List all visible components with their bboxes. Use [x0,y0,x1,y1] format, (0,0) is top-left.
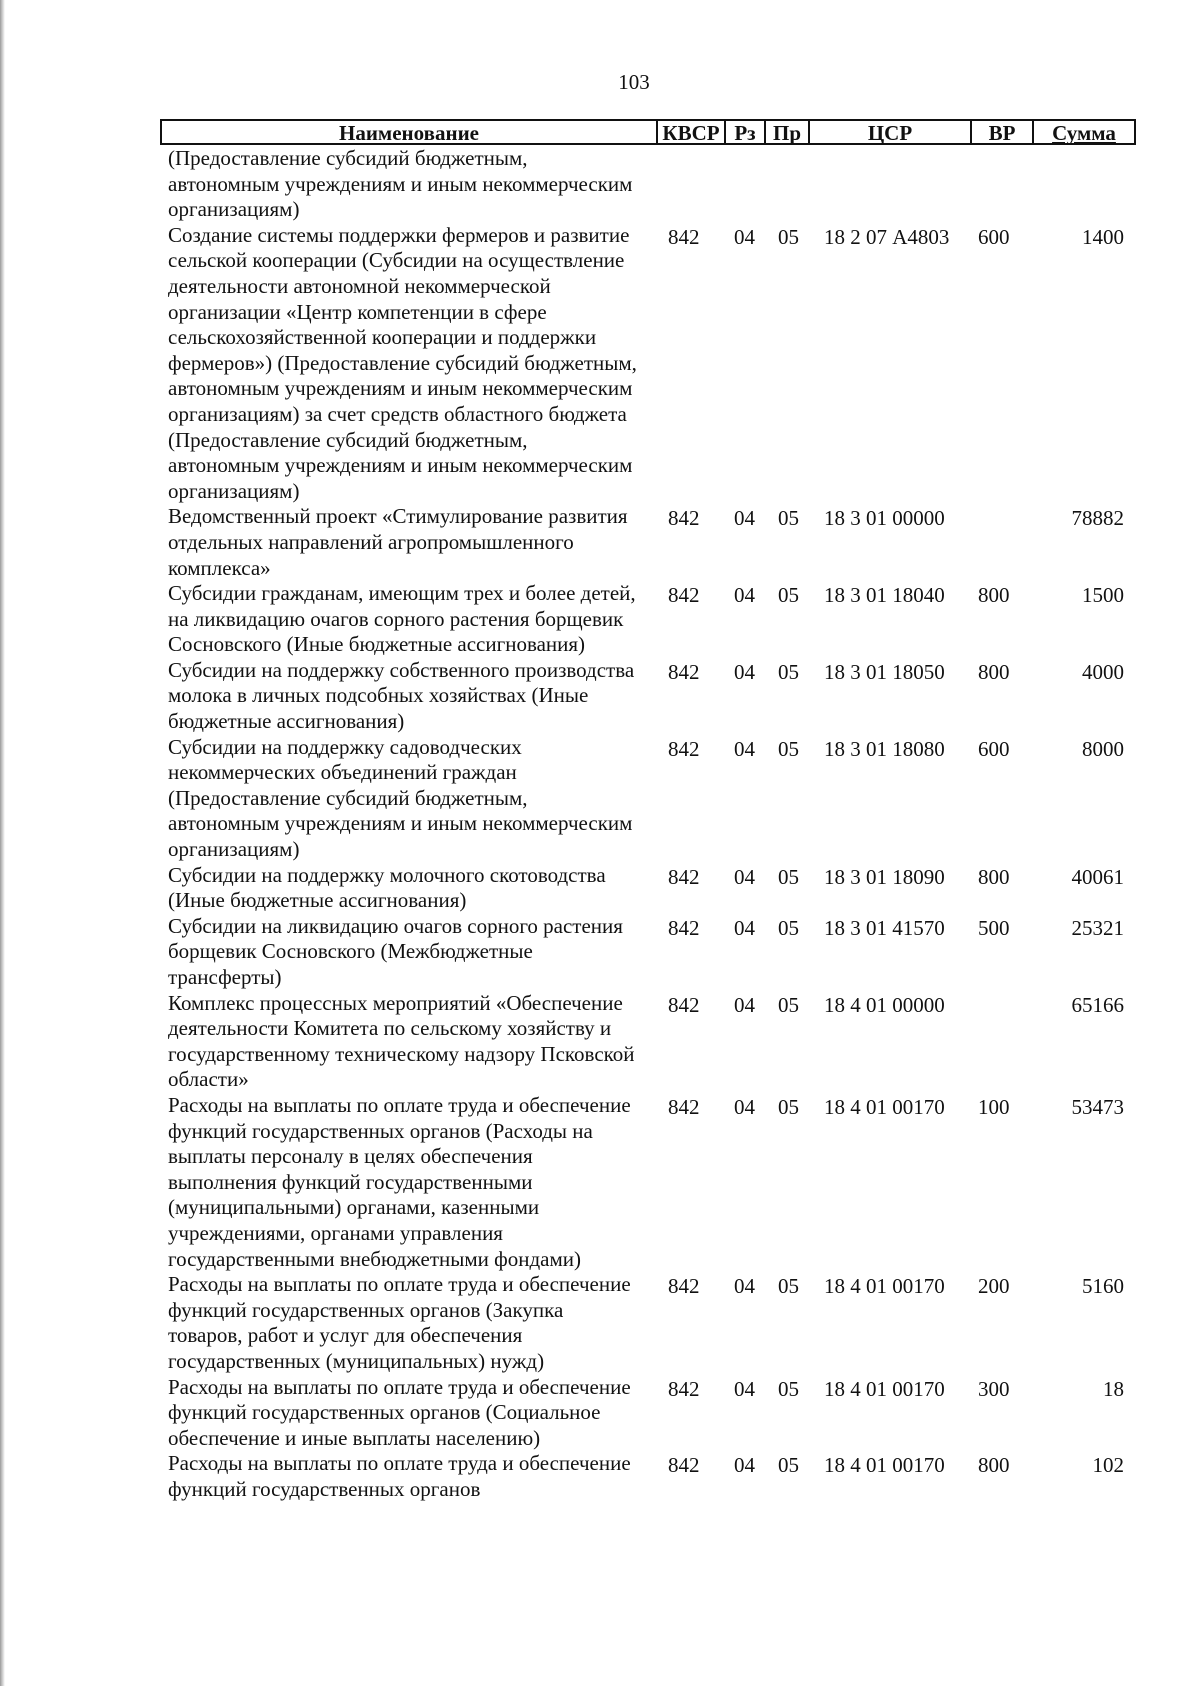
row-kvsr: 842 [668,1274,700,1299]
row-sum: 5160 [1082,1274,1124,1299]
row-name: Субсидии на поддержку собственного производства молока в личных подсобных хозяйствах (Иные бюджетные ассигнования) [168,657,635,734]
row-csr: 18 4 01 00170 [824,1453,945,1478]
row-rz: 04 [734,736,755,761]
row-sum: 4000 [1082,659,1124,684]
row-name: Субсидии на поддержку садоводческих некоммерческих объединений граждан (Предоставление субсидий бюджетным, автономным учреждениям и иным некоммерческим организациям) [168,734,633,862]
row-rz: 04 [734,1094,755,1119]
table-header [160,119,1136,145]
table-row [0,1093,1200,1272]
row-vr: 600 [978,224,1010,249]
table-row [0,504,1200,581]
row-vr: 800 [978,1453,1010,1478]
row-rz: 04 [734,992,755,1017]
row-name: Расходы на выплаты по оплате труда и обеспечение функций государственных органов (Расходы на выплаты персоналу в целях обеспечения выполнения функций государственными (муниципальными) органами, казенными учреждениями, органами управления государственными внебюджетными фондами) [168,1092,631,1271]
row-name: Расходы на выплаты по оплате труда и обеспечение функций государственных органов (Социальное обеспечение и иные выплаты населению) [168,1374,631,1450]
row-sum: 1400 [1082,224,1124,249]
row-sum: 53473 [1071,1094,1124,1119]
row-csr: 18 4 01 00170 [824,1274,945,1299]
page-number: 103 [618,70,650,94]
table-row [0,581,1200,658]
row-rz: 04 [734,1274,755,1299]
row-name: Субсидии на ликвидацию очагов сорного растения борщевик Сосновского (Межбюджетные трансферты) [168,913,623,989]
row-kvsr: 842 [668,736,700,761]
row-csr: 18 2 07 А4803 [824,224,950,249]
row-sum: 25321 [1071,915,1124,940]
table-body [0,146,1200,1502]
row-rz: 04 [734,224,755,249]
row-rz: 04 [734,1376,755,1401]
row-kvsr: 842 [668,864,700,889]
row-pr: 05 [778,1094,799,1119]
row-name: Субсидии гражданам, имеющим трех и более детей, на ликвидацию очагов сорного растения борщевик Сосновского (Иные бюджетные ассигнования) [168,581,636,657]
row-pr: 05 [778,224,799,249]
row-pr: 05 [778,1376,799,1401]
row-csr: 18 3 01 18050 [824,659,945,684]
row-csr: 18 4 01 00000 [824,992,945,1017]
row-name: (Предоставление субсидий бюджетным, автономным учреждениям и иным некоммерческим организациям) [168,146,633,222]
table-row [0,863,1200,914]
row-rz: 04 [734,583,755,608]
row-pr: 05 [778,583,799,608]
table-row [0,735,1200,863]
header-name: Наименование [339,121,479,145]
row-rz: 04 [734,864,755,889]
row-kvsr: 842 [668,992,700,1017]
row-csr: 18 4 01 00170 [824,1376,945,1401]
row-name: Расходы на выплаты по оплате труда и обеспечение функций государственных органов [168,1451,631,1501]
table-row [0,1272,1200,1374]
table-row [0,146,1200,223]
row-kvsr: 842 [668,659,700,684]
row-vr: 600 [978,736,1010,761]
row-pr: 05 [778,915,799,940]
row-vr: 100 [978,1094,1010,1119]
row-kvsr: 842 [668,1376,700,1401]
row-vr: 500 [978,915,1010,940]
row-pr: 05 [778,659,799,684]
table-row [0,223,1200,505]
row-vr: 800 [978,864,1010,889]
table-row [0,658,1200,735]
row-pr: 05 [778,506,799,531]
row-csr: 18 4 01 00170 [824,1094,945,1119]
row-pr: 05 [778,864,799,889]
header-vr: ВР [988,121,1016,145]
row-vr: 200 [978,1274,1010,1299]
row-csr: 18 3 01 18080 [824,736,945,761]
row-rz: 04 [734,659,755,684]
row-name: Создание системы поддержки фермеров и развитие сельской кооперации (Субсидии на осуществление деятельности автономной некоммерческой организации «Центр компетенции в сфере сельскохозяйственной кооперации и поддержки фермеров») (Предоставление субсидий бюджетным, автономным учреждениям и иным некоммерческим организациям) за счет средств областного бюджета (Предоставление субсидий бюджетным, автономным учреждениям и иным некоммерческим организациям) [168,222,637,503]
row-sum: 8000 [1082,736,1124,761]
row-pr: 05 [778,736,799,761]
header-pr: Пр [772,121,801,145]
row-sum: 102 [1092,1453,1124,1478]
row-kvsr: 842 [668,915,700,940]
table-row [0,991,1200,1093]
row-sum: 40061 [1071,864,1124,889]
row-kvsr: 842 [668,506,700,531]
row-vr: 800 [978,583,1010,608]
row-sum: 65166 [1071,992,1124,1017]
row-pr: 05 [778,1453,799,1478]
row-rz: 04 [734,506,755,531]
header-rz: Рз [734,121,756,145]
row-vr: 800 [978,659,1010,684]
table-row [0,914,1200,991]
row-name: Ведомственный проект «Стимулирование развития отдельных направлений агропромышленного комплекса» [168,504,628,580]
table-row [0,1375,1200,1452]
row-kvsr: 842 [668,1453,700,1478]
table-row [0,1451,1200,1502]
row-rz: 04 [734,1453,755,1478]
header-kvsr: КВСР [662,121,720,145]
row-name: Комплекс процессных мероприятий «Обеспечение деятельности Комитета по сельскому хозяйству и государственному техническому надзору Псковской области» [168,990,635,1092]
row-name: Расходы на выплаты по оплате труда и обеспечение функций государственных органов (Закупка товаров, работ и услуг для обеспечения государственных (муниципальных) нужд) [168,1272,631,1373]
row-csr: 18 3 01 18040 [824,583,945,608]
row-csr: 18 3 01 18090 [824,864,945,889]
row-sum: 18 [1103,1376,1124,1401]
row-csr: 18 3 01 41570 [824,915,945,940]
row-rz: 04 [734,915,755,940]
row-pr: 05 [778,1274,799,1299]
row-pr: 05 [778,992,799,1017]
row-sum: 78882 [1071,506,1124,531]
row-kvsr: 842 [668,583,700,608]
header-sum: Сумма [1052,121,1116,145]
row-kvsr: 842 [668,224,700,249]
row-vr: 300 [978,1376,1010,1401]
row-csr: 18 3 01 00000 [824,506,945,531]
row-sum: 1500 [1082,583,1124,608]
header-csr: ЦСР [867,121,913,145]
row-kvsr: 842 [668,1094,700,1119]
row-name: Субсидии на поддержку молочного скотоводства (Иные бюджетные ассигнования) [168,862,606,913]
